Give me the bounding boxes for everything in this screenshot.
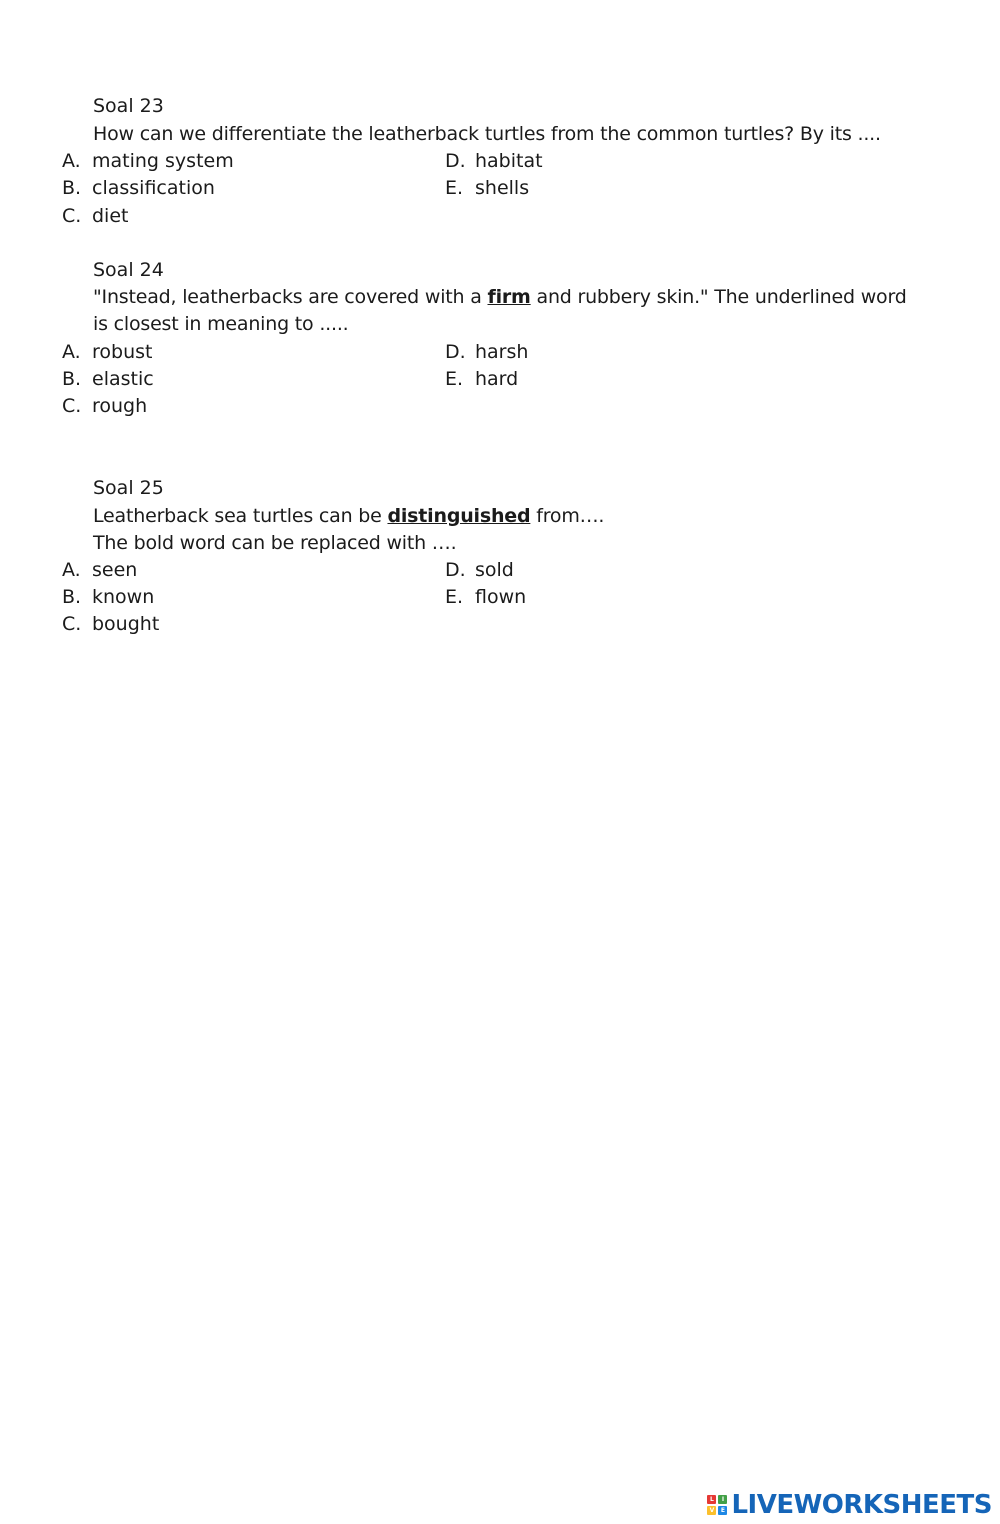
q25-option-c[interactable] bbox=[62, 612, 159, 636]
question-24-text-line1 bbox=[93, 285, 907, 309]
option-letter: B. bbox=[62, 368, 82, 390]
option-text: hard bbox=[475, 368, 519, 390]
option-text: classification bbox=[92, 177, 215, 199]
option-text: rough bbox=[92, 395, 148, 417]
option-text: bought bbox=[92, 613, 160, 635]
option-text: shells bbox=[475, 177, 530, 199]
underlined-word: firm bbox=[487, 286, 531, 308]
option-text: elastic bbox=[92, 368, 154, 390]
question-25-text-line1 bbox=[93, 504, 604, 528]
q23-option-b[interactable] bbox=[62, 176, 215, 200]
text-segment: from…. bbox=[530, 505, 605, 527]
option-letter: E. bbox=[445, 177, 464, 199]
option-letter: A. bbox=[62, 559, 81, 581]
q25-option-b[interactable] bbox=[62, 585, 154, 609]
option-letter: B. bbox=[62, 177, 82, 199]
option-letter: C. bbox=[62, 613, 82, 635]
q24-option-b[interactable] bbox=[62, 367, 154, 391]
option-text: habitat bbox=[475, 150, 543, 172]
option-letter: D. bbox=[445, 559, 466, 581]
q24-option-c[interactable] bbox=[62, 394, 147, 418]
q23-option-e[interactable] bbox=[445, 176, 529, 200]
option-letter: C. bbox=[62, 395, 82, 417]
question-25-text-line2: The bold word can be replaced with …. bbox=[93, 532, 457, 554]
liveworksheets-logo-icon bbox=[707, 1495, 727, 1515]
q23-option-c[interactable] bbox=[62, 204, 128, 228]
q24-option-a[interactable] bbox=[62, 340, 152, 364]
q25-option-d[interactable] bbox=[445, 558, 514, 582]
q23-option-d[interactable] bbox=[445, 149, 543, 173]
option-text: harsh bbox=[475, 341, 529, 363]
q25-option-a[interactable] bbox=[62, 558, 137, 582]
liveworksheets-logo[interactable] bbox=[707, 1488, 992, 1522]
text-segment: "Instead, leatherbacks are covered with a bbox=[93, 286, 488, 308]
liveworksheets-brand-text: LIVEWORKSHEETS bbox=[731, 1490, 992, 1520]
text-segment: Leatherback sea turtles can be bbox=[93, 505, 388, 527]
option-text: diet bbox=[92, 205, 129, 227]
question-25-label: Soal 25 bbox=[93, 477, 164, 499]
logo-tile-e: E bbox=[718, 1506, 727, 1515]
option-letter: D. bbox=[445, 341, 466, 363]
option-text: sold bbox=[475, 559, 514, 581]
question-23-text: How can we differentiate the leatherback turtles from the common turtles? By its .... bbox=[93, 123, 881, 145]
question-24-label: Soal 24 bbox=[93, 259, 164, 281]
q25-option-e[interactable] bbox=[445, 585, 526, 609]
q23-option-a[interactable] bbox=[62, 149, 234, 173]
option-text: seen bbox=[92, 559, 138, 581]
option-text: mating system bbox=[92, 150, 234, 172]
option-text: known bbox=[92, 586, 155, 608]
logo-tile-l: L bbox=[707, 1495, 716, 1504]
option-letter: B. bbox=[62, 586, 82, 608]
text-segment: and rubbery skin." The underlined word bbox=[530, 286, 907, 308]
option-letter: A. bbox=[62, 341, 81, 363]
option-letter: D. bbox=[445, 150, 466, 172]
option-text: robust bbox=[92, 341, 153, 363]
question-24-text-line2: is closest in meaning to ..... bbox=[93, 313, 349, 335]
logo-tile-v: V bbox=[707, 1506, 716, 1515]
q24-option-e[interactable] bbox=[445, 367, 518, 391]
option-letter: E. bbox=[445, 586, 464, 608]
bold-word: distinguished bbox=[387, 505, 531, 527]
option-letter: A. bbox=[62, 150, 81, 172]
option-letter: E. bbox=[445, 368, 464, 390]
q24-option-d[interactable] bbox=[445, 340, 528, 364]
option-letter: C. bbox=[62, 205, 82, 227]
question-23-label: Soal 23 bbox=[93, 95, 164, 117]
option-text: flown bbox=[475, 586, 527, 608]
logo-tile-i: I bbox=[718, 1495, 727, 1504]
